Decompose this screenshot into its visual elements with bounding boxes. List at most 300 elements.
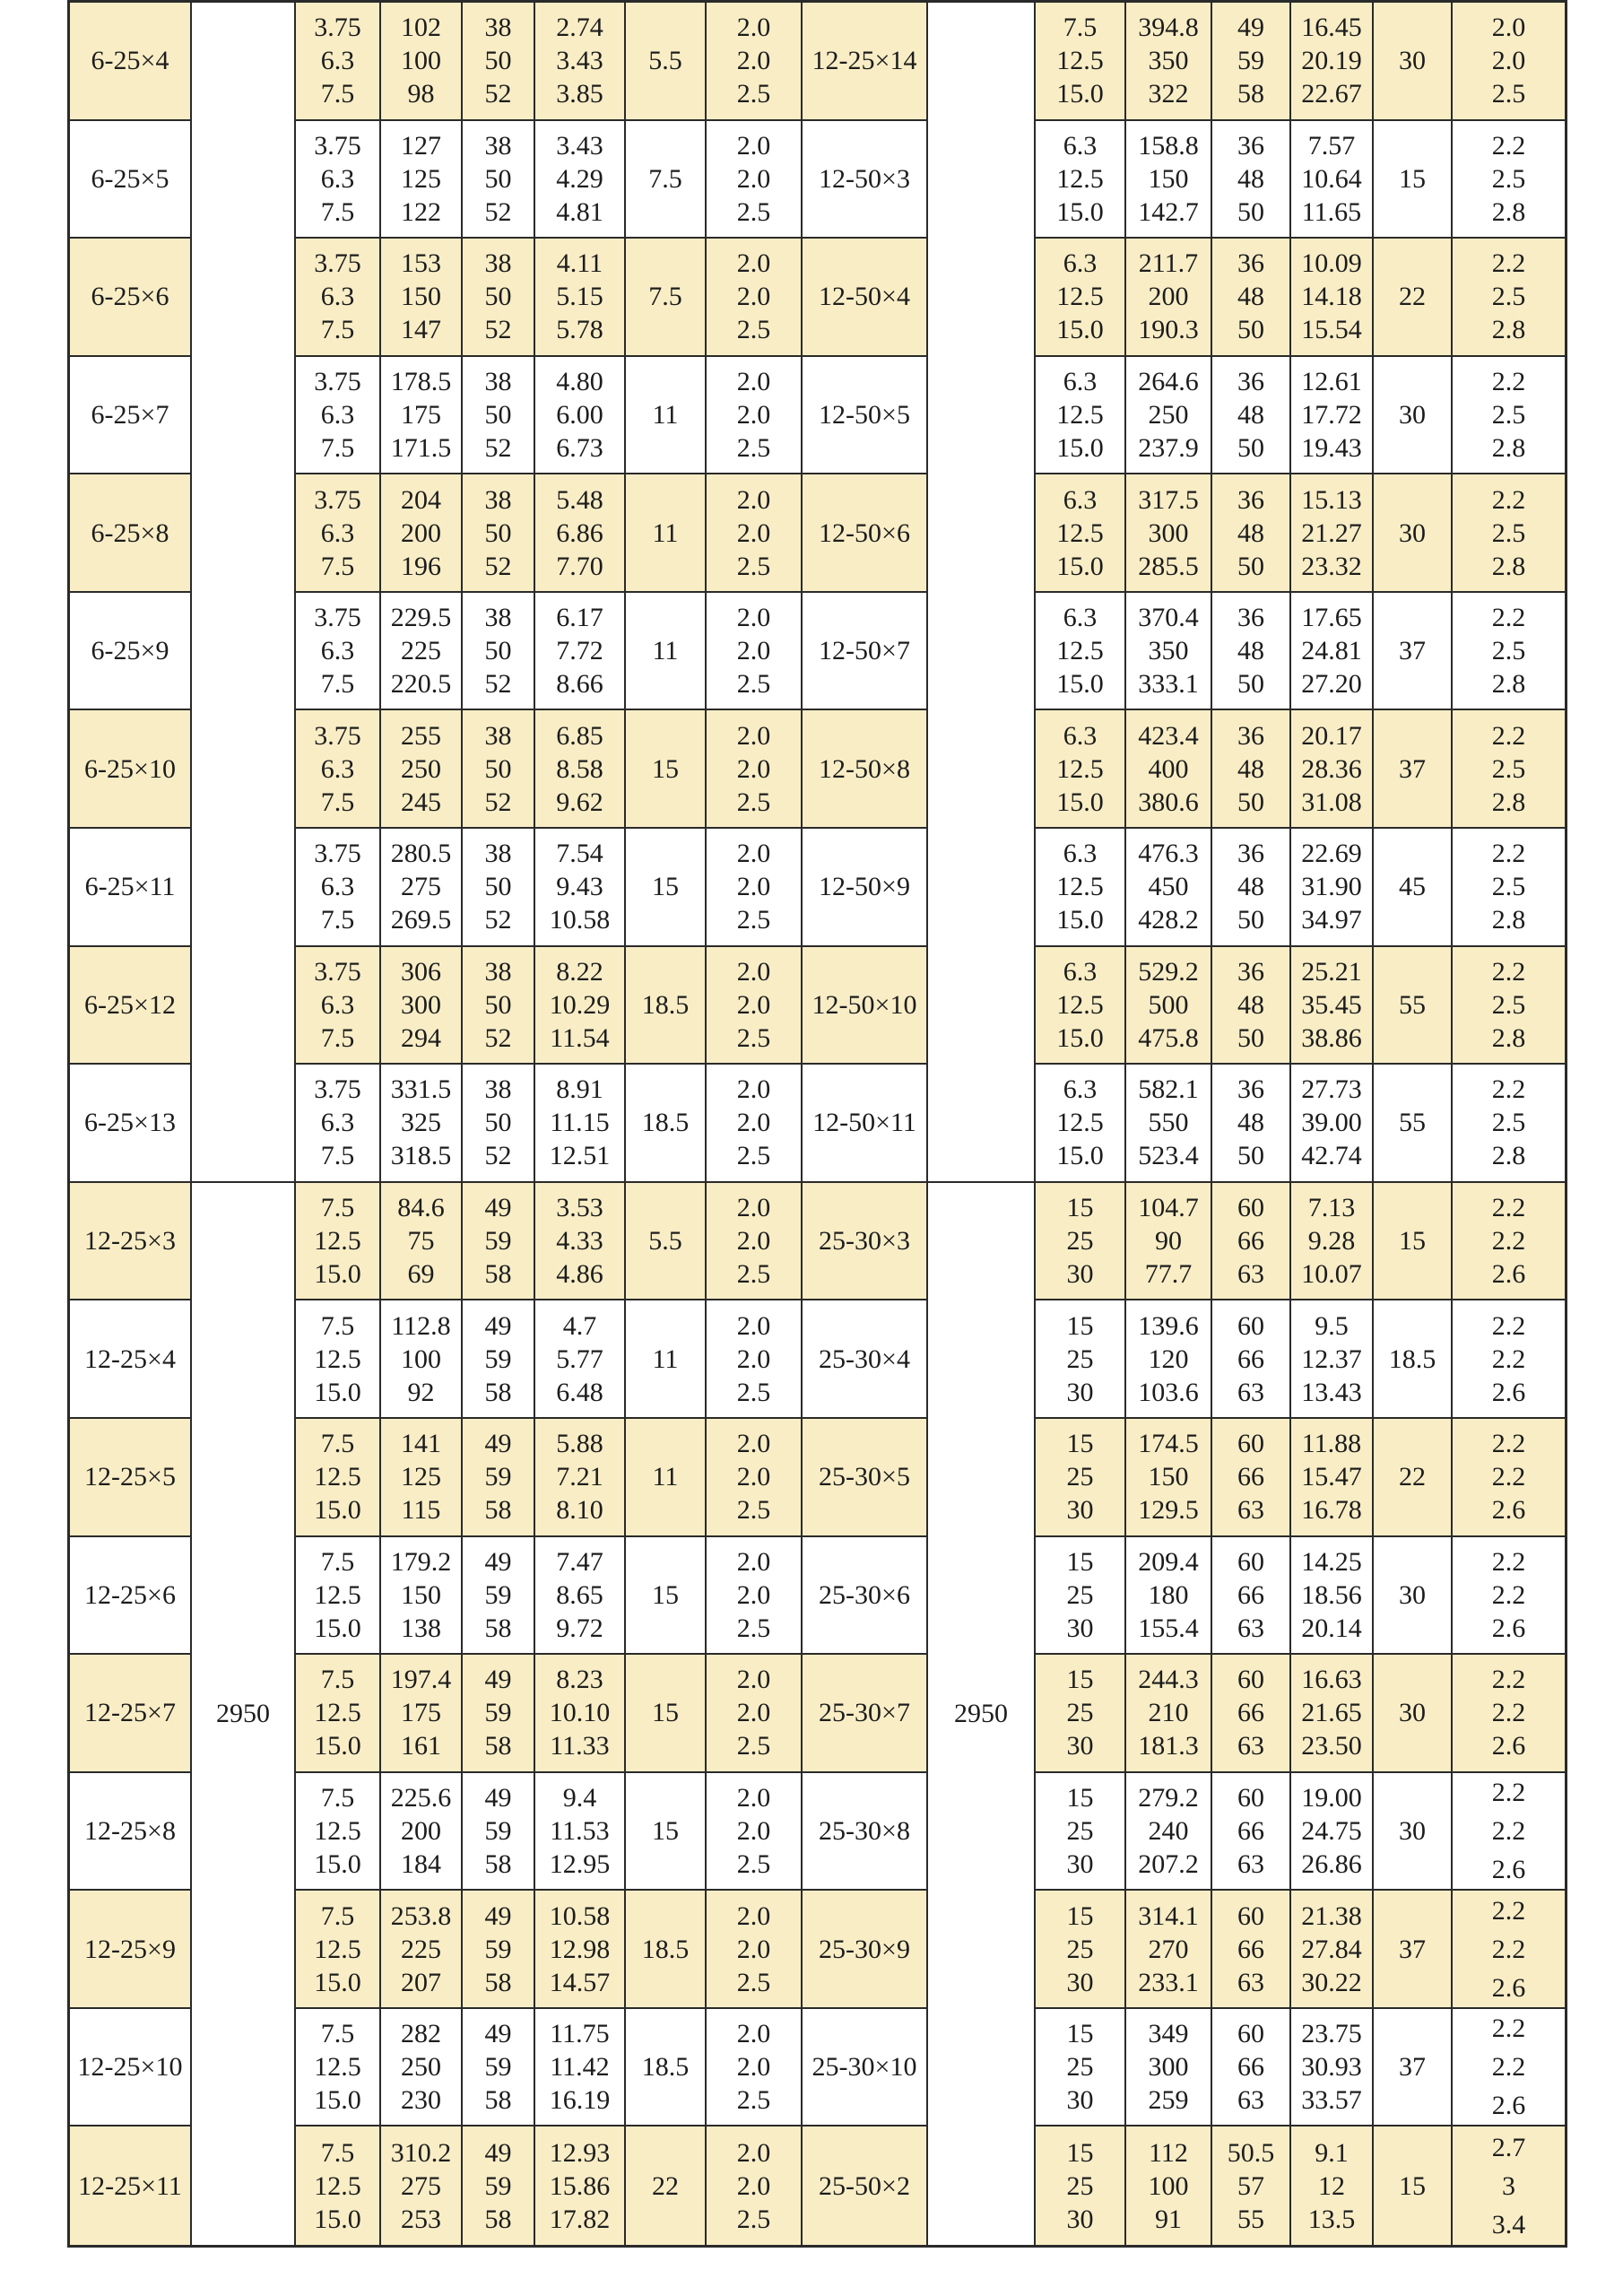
value-line: 175	[401, 1698, 441, 1728]
value-line: 8.22	[556, 956, 603, 987]
value-line: 2.0	[736, 1900, 771, 1931]
efficiency-cell	[1212, 947, 1291, 1065]
value-line: 49	[484, 1900, 512, 1931]
value-line: 2.0	[736, 872, 771, 902]
value-line: 7.70	[556, 551, 603, 581]
value-line: 6.3	[320, 1108, 355, 1138]
value-line: 2.0	[736, 484, 771, 515]
value-line: 349	[1148, 2019, 1189, 2049]
value-line: 48	[1237, 1108, 1264, 1138]
head-cell	[381, 1773, 463, 1892]
motor-power-cell	[1374, 1300, 1453, 1419]
value-line: 2.0	[736, 163, 771, 194]
value-line: 59	[484, 1579, 512, 1610]
value-line: 12.5	[1056, 636, 1104, 666]
value-line: 22	[652, 2170, 679, 2201]
value-line: 33.57	[1301, 2085, 1362, 2116]
value-line: 211.7	[1138, 248, 1199, 279]
value-line: 7.5	[320, 2137, 355, 2168]
value-line: 24.81	[1301, 636, 1362, 666]
value-line: 6.3	[1063, 720, 1098, 751]
value-line: 15	[1066, 1546, 1094, 1577]
value-line: 63	[1237, 1848, 1264, 1879]
value-line: 209.4	[1138, 1546, 1199, 1577]
motor-power-cell	[1374, 1891, 1453, 2009]
efficiency-cell	[1212, 1300, 1291, 1419]
value-line: 6.3	[320, 400, 355, 430]
value-line: 50	[1237, 787, 1264, 817]
value-line: 10.64	[1301, 163, 1362, 194]
value-line: 3.43	[556, 130, 603, 161]
flow-cell	[296, 121, 381, 239]
efficiency-cell	[463, 1419, 535, 1537]
npsh-cell	[1453, 1537, 1565, 1656]
value-line: 15	[652, 753, 679, 784]
value-line: 200	[1148, 282, 1189, 312]
value-line: 25.21	[1301, 956, 1362, 987]
value-line: 2.5	[1491, 400, 1526, 430]
value-line: 11.75	[550, 2019, 610, 2049]
value-line: 2.2	[1491, 1344, 1526, 1374]
value-line: 15.0	[314, 2204, 361, 2234]
value-line: 3	[1502, 2170, 1515, 2201]
value-line: 6.3	[1063, 603, 1098, 633]
value-line: 171.5	[390, 433, 452, 464]
value-line: 3.75	[314, 367, 361, 397]
value-line: 2.2	[1491, 1934, 1526, 1964]
value-line: 370.4	[1138, 603, 1199, 633]
value-line: 300	[1148, 2052, 1189, 2083]
value-line: 66	[1237, 1698, 1264, 1728]
value-line: 2.0	[736, 1665, 771, 1695]
power-cell	[1291, 1300, 1374, 1419]
value-line: 400	[1148, 753, 1189, 784]
value-line: 50	[1237, 551, 1264, 581]
value-line: 2.2	[1491, 839, 1526, 869]
value-line: 50	[484, 872, 512, 902]
value-line: 12.5	[314, 1344, 361, 1374]
value-line: 37	[1399, 636, 1426, 666]
value-line: 12.5	[1056, 989, 1104, 1020]
value-line: 2.6	[1491, 1731, 1526, 1761]
value-line: 15	[652, 1698, 679, 1728]
head-cell	[1126, 1537, 1212, 1656]
value-line: 285.5	[1138, 551, 1199, 581]
value-line: 25	[1066, 1344, 1094, 1374]
value-line: 12.5	[1056, 163, 1104, 194]
value-line: 12-25×5	[84, 1462, 176, 1492]
value-line: 2.0	[736, 989, 771, 1020]
npsh-cell	[1453, 1419, 1565, 1537]
npsh-cell	[707, 1891, 803, 2009]
flow-cell	[296, 1065, 381, 1183]
value-line: 155.4	[1138, 1613, 1199, 1643]
npsh-cell	[707, 121, 803, 239]
speed-cell	[928, 1183, 1036, 2245]
flow-cell	[1036, 947, 1126, 1065]
value-line: 12.61	[1301, 367, 1362, 397]
value-line: 6.17	[556, 603, 603, 633]
value-line: 11.88	[1301, 1429, 1362, 1459]
value-line: 6-25×13	[84, 1108, 176, 1138]
power-cell	[535, 2009, 626, 2127]
value-line: 59	[484, 2170, 512, 2201]
value-line: 3.75	[314, 603, 361, 633]
value-line: 11.54	[550, 1022, 610, 1053]
value-line: 3.75	[314, 248, 361, 279]
value-line: 12-50×8	[819, 753, 910, 784]
value-line: 7.57	[1307, 130, 1356, 161]
value-line: 125	[401, 163, 441, 194]
value-line: 5.88	[556, 1429, 603, 1459]
value-line: 14.25	[1301, 1546, 1362, 1577]
value-line: 38	[484, 956, 512, 987]
head-cell	[1126, 3, 1212, 121]
value-line: 25-30×3	[819, 1226, 910, 1257]
npsh-cell	[707, 947, 803, 1065]
value-line: 2.0	[736, 753, 771, 784]
value-line: 2.5	[736, 787, 771, 817]
efficiency-cell	[463, 474, 535, 593]
value-line: 3.53	[556, 1193, 603, 1223]
value-line: 11	[652, 400, 679, 430]
value-line: 49	[484, 2137, 512, 2168]
value-line: 45	[1399, 872, 1426, 902]
value-line: 38	[484, 484, 512, 515]
value-line: 36	[1237, 1074, 1264, 1105]
motor-power-cell	[1374, 1537, 1453, 1656]
head-cell	[381, 1891, 463, 2009]
value-line: 7.5	[320, 787, 355, 817]
value-line: 450	[1148, 872, 1189, 902]
efficiency-cell	[463, 1300, 535, 1419]
value-line: 22	[1399, 1462, 1426, 1492]
value-line: 12-50×11	[812, 1108, 916, 1138]
value-line: 178.5	[390, 367, 452, 397]
value-line: 2.2	[1491, 484, 1526, 515]
value-line: 2.0	[736, 1108, 771, 1138]
value-line: 12-50×3	[819, 163, 910, 194]
value-line: 35.45	[1301, 989, 1362, 1020]
value-line: 30	[1066, 2204, 1094, 2234]
value-line: 2.2	[1491, 1074, 1526, 1105]
value-line: 181.3	[1138, 1731, 1199, 1761]
value-line: 2.2	[1491, 248, 1526, 279]
value-line: 12.5	[314, 1698, 361, 1728]
value-line: 38	[484, 130, 512, 161]
head-cell	[381, 239, 463, 357]
value-line: 18.5	[641, 2052, 690, 2083]
value-line: 15	[1066, 1429, 1094, 1459]
head-cell	[1126, 1891, 1212, 2009]
model-cell	[70, 1183, 192, 1301]
value-line: 270	[1148, 1934, 1189, 1964]
value-line: 17.82	[549, 2204, 611, 2234]
value-line: 50.5	[1227, 2137, 1275, 2168]
model-cell	[803, 474, 928, 593]
flow-cell	[1036, 121, 1126, 239]
value-line: 50	[1237, 905, 1264, 935]
model-cell	[70, 1537, 192, 1656]
value-line: 90	[1155, 1226, 1182, 1257]
motor-power-cell	[1374, 593, 1453, 711]
efficiency-cell	[463, 947, 535, 1065]
model-cell	[803, 1537, 928, 1656]
flow-cell	[1036, 1655, 1126, 1773]
value-line: 15.0	[314, 1731, 361, 1761]
flow-cell	[1036, 710, 1126, 829]
power-cell	[1291, 1773, 1374, 1892]
value-line: 7.5	[320, 196, 355, 227]
value-line: 2.8	[1491, 1141, 1526, 1171]
value-line: 12.5	[314, 1934, 361, 1964]
npsh-cell	[707, 1300, 803, 1419]
value-line: 36	[1237, 130, 1264, 161]
value-line: 8.66	[556, 669, 603, 700]
value-line: 50	[1237, 196, 1264, 227]
npsh-cell	[707, 1537, 803, 1656]
value-line: 30	[1399, 1815, 1426, 1846]
value-line: 27.20	[1301, 669, 1362, 700]
value-line: 25	[1066, 1934, 1094, 1964]
value-line: 240	[1148, 1815, 1189, 1846]
power-cell	[535, 1773, 626, 1892]
value-line: 139.6	[1138, 1310, 1199, 1341]
flow-cell	[1036, 1891, 1126, 2009]
value-line: 2.8	[1491, 787, 1526, 817]
value-line: 104.7	[1138, 1193, 1199, 1223]
head-cell	[1126, 947, 1212, 1065]
value-line: 150	[1148, 1462, 1189, 1492]
value-line: 7.13	[1307, 1193, 1356, 1223]
value-line: 15	[652, 1815, 679, 1846]
model-cell	[803, 1655, 928, 1773]
value-line: 52	[484, 1141, 512, 1171]
power-cell	[535, 1655, 626, 1773]
power-cell	[535, 239, 626, 357]
value-line: 66	[1237, 1226, 1264, 1257]
value-line: 6.3	[320, 163, 355, 194]
value-line: 50	[484, 163, 512, 194]
flow-cell	[296, 1655, 381, 1773]
value-line: 142.7	[1138, 196, 1199, 227]
value-line: 3.75	[314, 1074, 361, 1105]
value-line: 38	[484, 367, 512, 397]
value-line: 2.5	[1491, 753, 1526, 784]
value-line: 12.5	[1056, 872, 1104, 902]
value-line: 2.0	[736, 367, 771, 397]
head-cell	[381, 829, 463, 947]
efficiency-cell	[463, 1773, 535, 1892]
value-line: 6-25×4	[91, 46, 169, 76]
value-line: 12.93	[549, 2137, 611, 2168]
value-line: 2.6	[1491, 1377, 1526, 1407]
value-line: 48	[1237, 989, 1264, 1020]
value-line: 66	[1237, 2052, 1264, 2083]
value-line: 52	[484, 1022, 512, 1053]
model-cell	[803, 121, 928, 239]
value-line: 18.5	[641, 989, 690, 1020]
npsh-cell	[1453, 2126, 1565, 2245]
value-line: 2.2	[1491, 2052, 1526, 2083]
value-line: 9.28	[1307, 1226, 1356, 1257]
value-line: 6.00	[556, 400, 603, 430]
value-line: 25	[1066, 1815, 1094, 1846]
value-line: 23.50	[1301, 1731, 1362, 1761]
efficiency-cell	[463, 593, 535, 711]
value-line: 7.5	[320, 1193, 355, 1223]
value-line: 7.5	[320, 79, 355, 109]
value-line: 250	[401, 753, 441, 784]
value-line: 300	[1148, 517, 1189, 548]
value-line: 180	[1148, 1579, 1189, 1610]
value-line: 55	[1399, 989, 1426, 1020]
value-line: 129.5	[1138, 1495, 1199, 1526]
value-line: 2.0	[736, 1815, 771, 1846]
model-cell	[70, 121, 192, 239]
value-line: 3.75	[314, 484, 361, 515]
value-line: 15.54	[1301, 315, 1362, 345]
value-line: 394.8	[1138, 13, 1199, 43]
efficiency-cell	[1212, 710, 1291, 829]
flow-cell	[1036, 593, 1126, 711]
model-cell	[70, 2126, 192, 2245]
model-cell	[803, 1183, 928, 1301]
value-line: 50	[484, 636, 512, 666]
model-cell	[803, 1300, 928, 1419]
value-line: 9.1	[1315, 2137, 1349, 2168]
head-cell	[381, 2009, 463, 2127]
value-line: 179.2	[390, 1546, 452, 1577]
value-line: 91	[1155, 2204, 1182, 2234]
value-line: 325	[401, 1108, 441, 1138]
value-line: 7.54	[556, 839, 603, 869]
value-line: 52	[484, 196, 512, 227]
value-line: 141	[401, 1429, 441, 1459]
value-line: 331.5	[390, 1074, 452, 1105]
head-cell	[381, 2126, 463, 2245]
value-line: 12.5	[1056, 400, 1104, 430]
value-line: 2.0	[736, 636, 771, 666]
power-cell	[535, 593, 626, 711]
value-line: 2.0	[736, 400, 771, 430]
model-cell	[803, 710, 928, 829]
npsh-cell	[1453, 474, 1565, 593]
value-line: 233.1	[1138, 1967, 1199, 1997]
value-line: 2.2	[1491, 956, 1526, 987]
value-line: 63	[1237, 1495, 1264, 1526]
value-line: 2950	[216, 1699, 270, 1729]
value-line: 63	[1237, 1259, 1264, 1290]
value-line: 6.3	[320, 46, 355, 76]
value-line: 120	[1148, 1344, 1189, 1374]
value-line: 12-25×6	[84, 1579, 176, 1610]
value-line: 253.8	[390, 1900, 452, 1931]
speed-cell	[928, 3, 1036, 1183]
value-line: 52	[484, 551, 512, 581]
value-line: 7.5	[1063, 13, 1098, 43]
value-line: 11.33	[550, 1731, 610, 1761]
flow-cell	[1036, 1183, 1126, 1301]
value-line: 9.62	[556, 787, 603, 817]
model-cell	[803, 2126, 928, 2245]
model-cell	[803, 357, 928, 475]
value-line: 2.2	[1491, 1310, 1526, 1341]
value-line: 15.0	[1056, 905, 1104, 935]
value-line: 15	[1399, 163, 1426, 194]
value-line: 49	[484, 2019, 512, 2049]
value-line: 2.5	[736, 315, 771, 345]
value-line: 5.5	[648, 46, 682, 76]
value-line: 275	[401, 2170, 441, 2201]
value-line: 18.56	[1301, 1579, 1362, 1610]
npsh-cell	[707, 239, 803, 357]
efficiency-cell	[1212, 1537, 1291, 1656]
value-line: 48	[1237, 753, 1264, 784]
value-line: 31.90	[1301, 872, 1362, 902]
flow-cell	[1036, 2126, 1126, 2245]
npsh-cell	[1453, 593, 1565, 711]
power-cell	[535, 1537, 626, 1656]
npsh-cell	[1453, 829, 1565, 947]
value-line: 2.8	[1491, 433, 1526, 464]
value-line: 2.0	[736, 1344, 771, 1374]
value-line: 7.5	[320, 905, 355, 935]
value-line: 350	[1148, 636, 1189, 666]
flow-cell	[1036, 1419, 1126, 1537]
npsh-cell	[707, 710, 803, 829]
value-line: 2.2	[1491, 1895, 1526, 1926]
value-line: 15.0	[1056, 433, 1104, 464]
value-line: 7.47	[556, 1546, 603, 1577]
value-line: 66	[1237, 1934, 1264, 1964]
value-line: 282	[401, 2019, 441, 2049]
value-line: 25-30×6	[819, 1579, 910, 1610]
value-line: 275	[401, 872, 441, 902]
motor-power-cell	[626, 1891, 707, 2009]
value-line: 11	[652, 1462, 679, 1492]
value-line: 10.07	[1301, 1259, 1362, 1290]
value-line: 4.11	[556, 248, 603, 279]
head-cell	[381, 1183, 463, 1301]
head-cell	[381, 710, 463, 829]
motor-power-cell	[1374, 239, 1453, 357]
value-line: 30	[1399, 1579, 1426, 1610]
value-line: 2.2	[1491, 130, 1526, 161]
power-cell	[1291, 1183, 1374, 1301]
value-line: 7.5	[320, 1310, 355, 1341]
motor-power-cell	[1374, 1419, 1453, 1537]
npsh-cell	[707, 1183, 803, 1301]
motor-power-cell	[626, 710, 707, 829]
value-line: 7.5	[320, 669, 355, 700]
efficiency-cell	[1212, 1419, 1291, 1537]
value-line: 2.0	[736, 1310, 771, 1341]
value-line: 8.10	[556, 1495, 603, 1526]
value-line: 21.65	[1301, 1698, 1362, 1728]
motor-power-cell	[1374, 121, 1453, 239]
value-line: 2.5	[736, 1848, 771, 1879]
motor-power-cell	[626, 239, 707, 357]
value-line: 7.5	[648, 163, 682, 194]
value-line: 16.45	[1301, 13, 1362, 43]
flow-cell	[296, 1300, 381, 1419]
head-cell	[1126, 2126, 1212, 2245]
value-line: 24.75	[1301, 1815, 1362, 1846]
head-cell	[381, 1419, 463, 1537]
value-line: 8.58	[556, 753, 603, 784]
value-line: 225.6	[390, 1782, 452, 1813]
